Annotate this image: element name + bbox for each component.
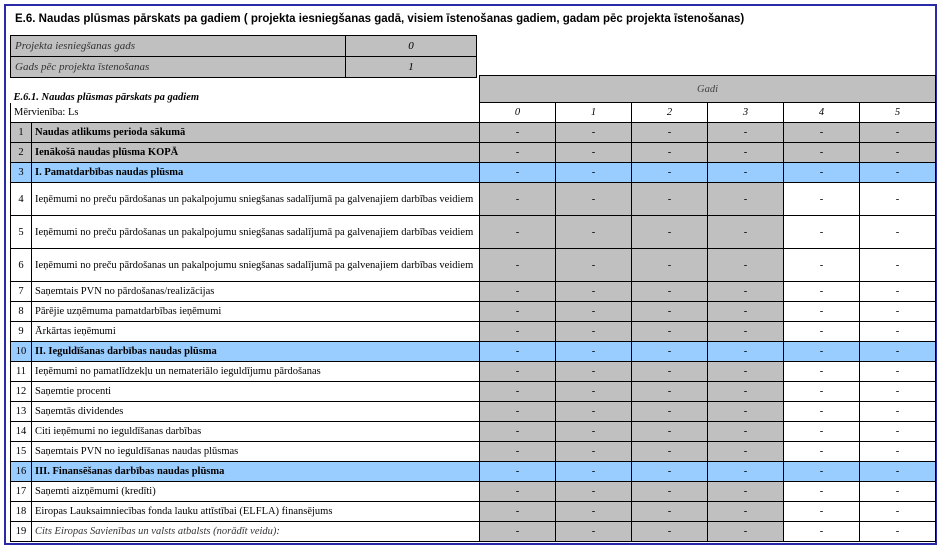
value-cell[interactable]: - bbox=[784, 402, 860, 422]
value-cell[interactable]: - bbox=[860, 422, 936, 442]
value-cell[interactable]: - bbox=[708, 442, 784, 462]
header-row bbox=[11, 76, 936, 103]
value-cell[interactable]: - bbox=[632, 282, 708, 302]
row-number: 1 bbox=[11, 123, 32, 143]
row-number: 2 bbox=[11, 143, 32, 163]
row-number: 5 bbox=[11, 216, 32, 249]
value-cell[interactable]: - bbox=[632, 462, 708, 482]
row-label: Pārējie uzņēmuma pamatdarbības ieņēmumi bbox=[32, 302, 480, 322]
value-cell[interactable]: - bbox=[480, 362, 556, 382]
param-value[interactable]: 1 bbox=[346, 57, 477, 78]
value-cell[interactable]: - bbox=[708, 123, 784, 143]
table-row bbox=[11, 362, 936, 382]
value-cell[interactable]: - bbox=[556, 183, 632, 216]
value-cell[interactable]: - bbox=[784, 163, 860, 183]
table-row bbox=[11, 422, 936, 442]
value-cell[interactable]: - bbox=[480, 302, 556, 322]
row-label: Saņemti aizņēmumi (kredīti) bbox=[32, 482, 480, 502]
value-cell[interactable]: - bbox=[480, 249, 556, 282]
value-cell[interactable]: - bbox=[556, 143, 632, 163]
value-cell[interactable]: - bbox=[708, 183, 784, 216]
value-cell[interactable]: - bbox=[860, 522, 936, 542]
value-cell[interactable]: - bbox=[784, 322, 860, 342]
value-cell[interactable]: - bbox=[784, 462, 860, 482]
year-header: 0 bbox=[480, 103, 556, 123]
value-cell[interactable]: - bbox=[556, 462, 632, 482]
value-cell[interactable]: - bbox=[556, 362, 632, 382]
value-cell[interactable]: - bbox=[480, 163, 556, 183]
value-cell[interactable]: - bbox=[632, 522, 708, 542]
value-cell[interactable]: - bbox=[860, 362, 936, 382]
row-label: I. Pamatdarbības naudas plūsma bbox=[32, 163, 480, 183]
value-cell[interactable]: - bbox=[480, 183, 556, 216]
value-cell[interactable]: - bbox=[556, 482, 632, 502]
value-cell[interactable]: - bbox=[556, 216, 632, 249]
table-row bbox=[11, 282, 936, 302]
value-cell[interactable]: - bbox=[480, 522, 556, 542]
value-cell[interactable]: - bbox=[480, 342, 556, 362]
year-row bbox=[11, 103, 936, 123]
value-cell[interactable]: - bbox=[480, 502, 556, 522]
value-cell[interactable]: - bbox=[480, 482, 556, 502]
row-number: 13 bbox=[11, 402, 32, 422]
row-number: 3 bbox=[11, 163, 32, 183]
row-number: 8 bbox=[11, 302, 32, 322]
value-cell[interactable]: - bbox=[708, 249, 784, 282]
value-cell[interactable]: - bbox=[784, 342, 860, 362]
table-row bbox=[11, 462, 936, 482]
value-cell[interactable]: - bbox=[860, 216, 936, 249]
value-cell[interactable]: - bbox=[708, 302, 784, 322]
row-label: III. Finansēšanas darbības naudas plūsma bbox=[32, 462, 480, 482]
value-cell[interactable]: - bbox=[860, 402, 936, 422]
row-label: Ienākošā naudas plūsma KOPĀ bbox=[32, 143, 480, 163]
row-label: Eiropas Lauksaimniecības fonda lauku attīstībai (ELFLA) finansējums bbox=[32, 502, 480, 522]
value-cell[interactable]: - bbox=[480, 442, 556, 462]
table-row bbox=[11, 502, 936, 522]
years-header: Gadi bbox=[480, 76, 936, 103]
value-cell[interactable]: - bbox=[784, 216, 860, 249]
row-number: 14 bbox=[11, 422, 32, 442]
value-cell[interactable]: - bbox=[480, 123, 556, 143]
row-number: 4 bbox=[11, 183, 32, 216]
year-header: 1 bbox=[556, 103, 632, 123]
value-cell[interactable]: - bbox=[556, 282, 632, 302]
value-cell[interactable]: - bbox=[860, 302, 936, 322]
value-cell[interactable]: - bbox=[480, 402, 556, 422]
param-value[interactable]: 0 bbox=[346, 36, 477, 57]
unit-label: Mērvienība: Ls bbox=[11, 103, 480, 123]
value-cell[interactable]: - bbox=[708, 216, 784, 249]
row-number: 17 bbox=[11, 482, 32, 502]
table-row bbox=[11, 322, 936, 342]
value-cell[interactable]: - bbox=[480, 462, 556, 482]
value-cell[interactable]: - bbox=[860, 342, 936, 362]
table-row bbox=[11, 183, 936, 216]
value-cell[interactable]: - bbox=[860, 143, 936, 163]
row-label: Citi ieņēmumi no ieguldīšanas darbības bbox=[32, 422, 480, 442]
row-label: Cits Eiropas Savienības un valsts atbalsts (norādīt veidu): bbox=[32, 522, 480, 542]
table-row bbox=[11, 302, 936, 322]
table-row bbox=[11, 402, 936, 422]
row-label: Naudas atlikums perioda sākumā bbox=[32, 123, 480, 143]
param-label: Gads pēc projekta īstenošanas bbox=[11, 57, 346, 78]
row-number: 11 bbox=[11, 362, 32, 382]
value-cell[interactable]: - bbox=[480, 422, 556, 442]
value-cell[interactable]: - bbox=[556, 442, 632, 462]
value-cell[interactable]: - bbox=[632, 216, 708, 249]
value-cell[interactable]: - bbox=[480, 143, 556, 163]
table-row bbox=[11, 143, 936, 163]
row-number: 9 bbox=[11, 322, 32, 342]
value-cell[interactable]: - bbox=[556, 123, 632, 143]
value-cell[interactable]: - bbox=[708, 382, 784, 402]
value-cell[interactable]: - bbox=[860, 382, 936, 402]
value-cell[interactable]: - bbox=[860, 462, 936, 482]
value-cell[interactable]: - bbox=[632, 163, 708, 183]
value-cell[interactable]: - bbox=[708, 402, 784, 422]
value-cell[interactable]: - bbox=[708, 282, 784, 302]
value-cell[interactable]: - bbox=[632, 249, 708, 282]
value-cell[interactable]: - bbox=[784, 183, 860, 216]
value-cell[interactable]: - bbox=[632, 382, 708, 402]
value-cell[interactable]: - bbox=[860, 163, 936, 183]
value-cell[interactable]: - bbox=[480, 322, 556, 342]
value-cell[interactable]: - bbox=[632, 362, 708, 382]
cashflow-table bbox=[10, 75, 936, 542]
value-cell[interactable]: - bbox=[556, 342, 632, 362]
row-label: II. Ieguldīšanas darbības naudas plūsma bbox=[32, 342, 480, 362]
value-cell[interactable]: - bbox=[708, 482, 784, 502]
value-cell[interactable]: - bbox=[860, 482, 936, 502]
value-cell[interactable]: - bbox=[860, 322, 936, 342]
row-label: Ieņēmumi no preču pārdošanas un pakalpojumu sniegšanas sadalījumā pa galvenajiem darbības veidiem bbox=[32, 249, 480, 282]
value-cell[interactable]: - bbox=[784, 382, 860, 402]
value-cell[interactable]: - bbox=[784, 282, 860, 302]
param-label: Projekta iesniegšanas gads bbox=[11, 36, 346, 57]
table-row bbox=[11, 342, 936, 362]
value-cell[interactable]: - bbox=[632, 342, 708, 362]
value-cell[interactable]: - bbox=[708, 342, 784, 362]
row-label: Ieņēmumi no preču pārdošanas un pakalpojumu sniegšanas sadalījumā pa galvenajiem darbības veidiem bbox=[32, 216, 480, 249]
value-cell[interactable]: - bbox=[632, 482, 708, 502]
value-cell[interactable]: - bbox=[708, 502, 784, 522]
row-label: Ieņēmumi no pamatlīdzekļu un nemateriālo ieguldījumu pārdošanas bbox=[32, 362, 480, 382]
value-cell[interactable]: - bbox=[556, 163, 632, 183]
value-cell[interactable]: - bbox=[860, 249, 936, 282]
value-cell[interactable]: - bbox=[860, 183, 936, 216]
row-label: Ārkārtas ieņēmumi bbox=[32, 322, 480, 342]
table-row bbox=[11, 382, 936, 402]
value-cell[interactable]: - bbox=[784, 302, 860, 322]
params-table bbox=[10, 35, 477, 78]
row-number: 12 bbox=[11, 382, 32, 402]
value-cell[interactable]: - bbox=[860, 282, 936, 302]
value-cell[interactable]: - bbox=[632, 442, 708, 462]
value-cell[interactable]: - bbox=[480, 282, 556, 302]
year-header: 4 bbox=[784, 103, 860, 123]
row-number: 15 bbox=[11, 442, 32, 462]
value-cell[interactable]: - bbox=[632, 422, 708, 442]
value-cell[interactable]: - bbox=[784, 422, 860, 442]
value-cell[interactable]: - bbox=[556, 322, 632, 342]
value-cell[interactable]: - bbox=[708, 462, 784, 482]
value-cell[interactable]: - bbox=[632, 322, 708, 342]
row-label: Saņemtais PVN no pārdošanas/realizācijas bbox=[32, 282, 480, 302]
row-number: 7 bbox=[11, 282, 32, 302]
value-cell[interactable]: - bbox=[784, 522, 860, 542]
value-cell[interactable]: - bbox=[632, 302, 708, 322]
year-header: 3 bbox=[708, 103, 784, 123]
row-number: 18 bbox=[11, 502, 32, 522]
table-row bbox=[11, 442, 936, 462]
value-cell[interactable]: - bbox=[784, 482, 860, 502]
table-row bbox=[11, 216, 936, 249]
row-label: Saņemtais PVN no ieguldīšanas naudas plūsmas bbox=[32, 442, 480, 462]
table-row bbox=[11, 123, 936, 143]
row-number: 16 bbox=[11, 462, 32, 482]
value-cell[interactable]: - bbox=[556, 522, 632, 542]
row-label: Saņemtās dividendes bbox=[32, 402, 480, 422]
row-number: 10 bbox=[11, 342, 32, 362]
value-cell[interactable]: - bbox=[784, 362, 860, 382]
year-header: 2 bbox=[632, 103, 708, 123]
value-cell[interactable]: - bbox=[860, 123, 936, 143]
table-row bbox=[11, 249, 936, 282]
value-cell[interactable]: - bbox=[860, 442, 936, 462]
value-cell[interactable]: - bbox=[556, 249, 632, 282]
value-cell[interactable]: - bbox=[784, 249, 860, 282]
value-cell[interactable]: - bbox=[708, 362, 784, 382]
table-row bbox=[11, 482, 936, 502]
value-cell[interactable]: - bbox=[708, 143, 784, 163]
value-cell[interactable]: - bbox=[556, 402, 632, 422]
value-cell[interactable]: - bbox=[632, 502, 708, 522]
value-cell[interactable]: - bbox=[784, 143, 860, 163]
value-cell[interactable]: - bbox=[784, 123, 860, 143]
value-cell[interactable]: - bbox=[860, 502, 936, 522]
table-subtitle: E.6.1. Naudas plūsmas pārskats pa gadiem bbox=[11, 76, 480, 103]
value-cell[interactable]: - bbox=[556, 302, 632, 322]
value-cell[interactable]: - bbox=[632, 123, 708, 143]
value-cell[interactable]: - bbox=[708, 422, 784, 442]
page-title: E.6. Naudas plūsmas pārskats pa gadiem ( projekta iesniegšanas gadā, visiem īstenošanas gadiem, gadam pēc projekta īstenošanas) bbox=[15, 13, 745, 25]
value-cell[interactable]: - bbox=[480, 216, 556, 249]
value-cell[interactable]: - bbox=[632, 402, 708, 422]
value-cell[interactable]: - bbox=[556, 502, 632, 522]
value-cell[interactable]: - bbox=[480, 382, 556, 402]
year-header: 5 bbox=[860, 103, 936, 123]
row-label: Ieņēmumi no preču pārdošanas un pakalpojumu sniegšanas sadalījumā pa galvenajiem darbības veidiem bbox=[32, 183, 480, 216]
table-row bbox=[11, 522, 936, 542]
row-number: 19 bbox=[11, 522, 32, 542]
value-cell[interactable]: - bbox=[708, 322, 784, 342]
value-cell[interactable]: - bbox=[632, 143, 708, 163]
value-cell[interactable]: - bbox=[708, 522, 784, 542]
value-cell[interactable]: - bbox=[708, 163, 784, 183]
row-label: Saņemtie procenti bbox=[32, 382, 480, 402]
value-cell[interactable]: - bbox=[632, 183, 708, 216]
table-row bbox=[11, 163, 936, 183]
value-cell[interactable]: - bbox=[784, 442, 860, 462]
param-row bbox=[11, 36, 477, 57]
value-cell[interactable]: - bbox=[556, 382, 632, 402]
value-cell[interactable]: - bbox=[556, 422, 632, 442]
row-number: 6 bbox=[11, 249, 32, 282]
value-cell[interactable]: - bbox=[784, 502, 860, 522]
